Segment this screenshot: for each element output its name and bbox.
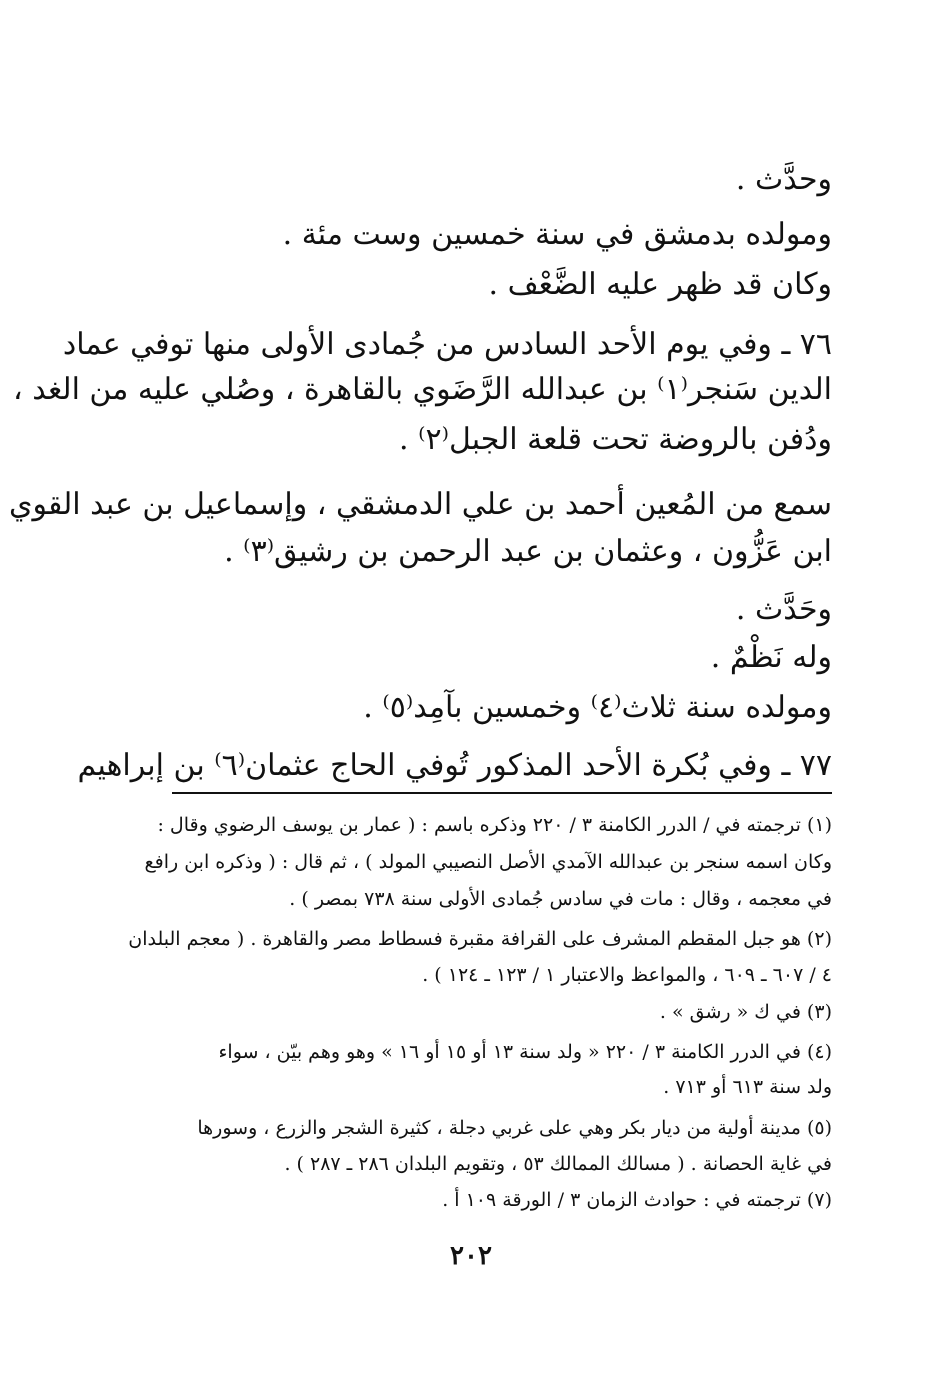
text-line: وكان قد ظهر عليه الضَّعْف .	[488, 267, 832, 302]
footnote-line: (٣) في ك « رشق » .	[659, 1001, 832, 1023]
text-line: وحَدَّث .	[735, 592, 832, 627]
footnote-line: وكان اسمه سنجر بن عبدالله الآمدي الأصل النصيبي المولد ) ، ثم قال : ( وذكره ابن رافع	[144, 851, 832, 873]
footnote-line: في معجمه ، وقال : مات في سادس جُمادى الأولى سنة ٧٣٨ بمصر ) .	[289, 888, 832, 910]
text-line: وله نَظْمٌ .	[710, 640, 832, 675]
entry-77-heading-line: ٧٧ ـ وفي بُكرة الأحد المذكور تُوفي الحاج عثمان⁽٦⁾ بن إبراهيم	[77, 748, 832, 783]
footnote-line: ولد سنة ٦١٣ أو ٧١٣ .	[663, 1076, 832, 1098]
text-line: ومولده سنة ثلاث⁽٤⁾ وخمسين بآمِد⁽٥⁾ .	[363, 690, 832, 725]
footnote-line: (٥) مدينة أولية من ديار بكر وهي على غربي دجلة ، كثيرة الشجر والزرع ، وسورها	[197, 1117, 832, 1139]
text-line: ودُفن بالروضة تحت قلعة الجبل⁽٢⁾ .	[399, 422, 832, 457]
footnote-line: ٤ / ٦٠٧ ـ ٦٠٩ ، والمواعظ والاعتبار ١ / ١٢٣ ـ ١٢٤ ) .	[422, 964, 832, 986]
text-line: ومولده بدمشق في سنة خمسين وست مئة .	[282, 217, 832, 252]
footnote-line: (٤) في الدرر الكامنة ٣ / ٢٢٠ « ولد سنة ١٣ أو ١٥ أو ١٦ » وهو وهم بيّن ، سواء	[218, 1041, 832, 1063]
text-line: الدين سَنجر⁽١⁾ بن عبدالله الرَّضَوي بالقاهرة ، وصُلي عليه من الغد ،	[12, 372, 832, 407]
text-line: سمع من المُعين أحمد بن علي الدمشقي ، وإسماعيل بن عبد القوي	[9, 487, 832, 522]
footnote-line: في غاية الحصانة . ( مسالك الممالك ٥٣ ، وتقويم البلدان ٢٨٦ ـ ٢٨٧ ) .	[284, 1153, 832, 1175]
footnote-line: (٧) ترجمته في : حوادث الزمان ٣ / الورقة ١٠٩ أ .	[442, 1189, 832, 1211]
footnote-separator	[172, 792, 832, 794]
text-line: ابن عَزُّون ، وعثمان بن عبد الرحمن بن رشيق⁽٣⁾ .	[224, 534, 832, 569]
text-line: وحدَّث .	[735, 162, 832, 197]
page-number: ٢٠٢	[450, 1241, 492, 1271]
entry-76-heading-line: ٧٦ ـ وفي يوم الأحد السادس من جُمادى الأولى منها توفي عماد	[62, 327, 832, 362]
footnote-line: (٢) هو جبل المقطم المشرف على القرافة مقبرة فسطاط مصر والقاهرة . ( معجم البلدان	[128, 928, 832, 950]
footnote-line: (١) ترجمته في / الدرر الكامنة ٣ / ٢٢٠ وذكره باسم : ( عمار بن يوسف الرضوي وقال :	[157, 814, 832, 836]
